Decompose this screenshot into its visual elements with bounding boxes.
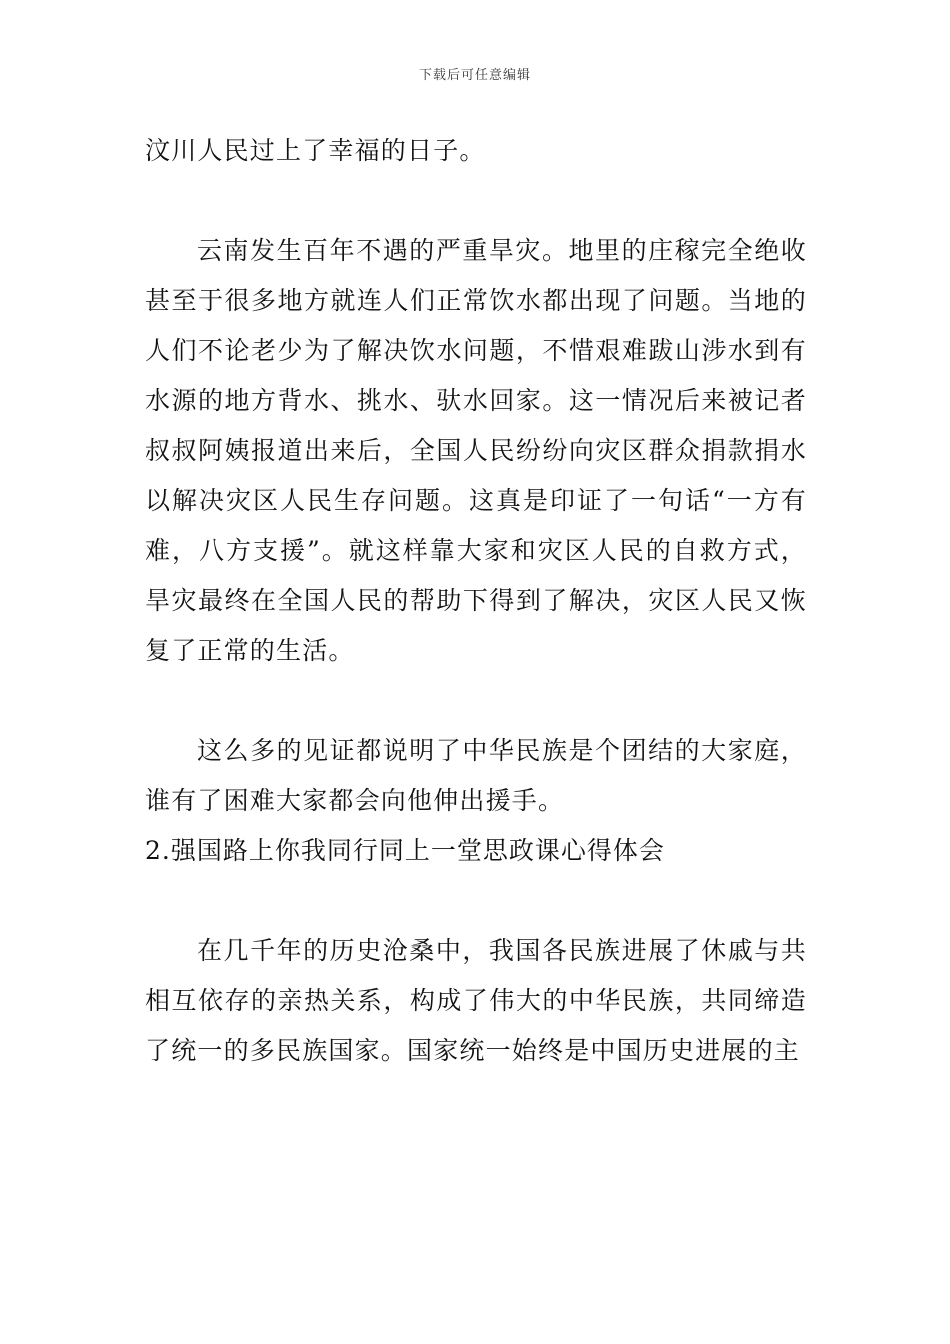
paragraph-yunnan-drought: 云南发生百年不遇的严重旱灾。地里的庄稼完全绝收甚至于很多地方就连人们正常饮水都出现了问题。当地的人们不论老少为了解决饮水问题，不惜艰难跋山涉水到有水源的地方背水、挑水、驮水回家。这一情况后来被记者叔叔阿姨报道出来后，全国人民纷纷向灾区群众捐款捐水以解决灾区人民生存问题。这真是印证了一句话“一方有难，八方支援”。就这样靠大家和灾区人民的自救方式，旱灾最终在全国人民的帮助下得到了解决，灾区人民又恢复了正常的生活。: [145, 236, 807, 665]
paragraph-section2: 在几千年的历史沧桑中，我国各民族进展了休戚与共相互依存的亲热关系，构成了伟大的中华民族，共同缔造了统一的多民族国家。国家统一始终是中国历史进展的主: [145, 936, 807, 1065]
paragraph-continuation: 汶川人民过上了幸福的日子。: [145, 136, 486, 165]
page-header: 下载后可任意编辑: [418, 68, 531, 83]
section-heading: 2.强国路上你我同行同上一堂思政课心得体会: [145, 836, 665, 865]
paragraph-conclusion: 这么多的见证都说明了中华民族是个团结的大家庭，谁有了困难大家都会向他伸出援手。: [145, 736, 807, 815]
document-body: [145, 126, 807, 1076]
